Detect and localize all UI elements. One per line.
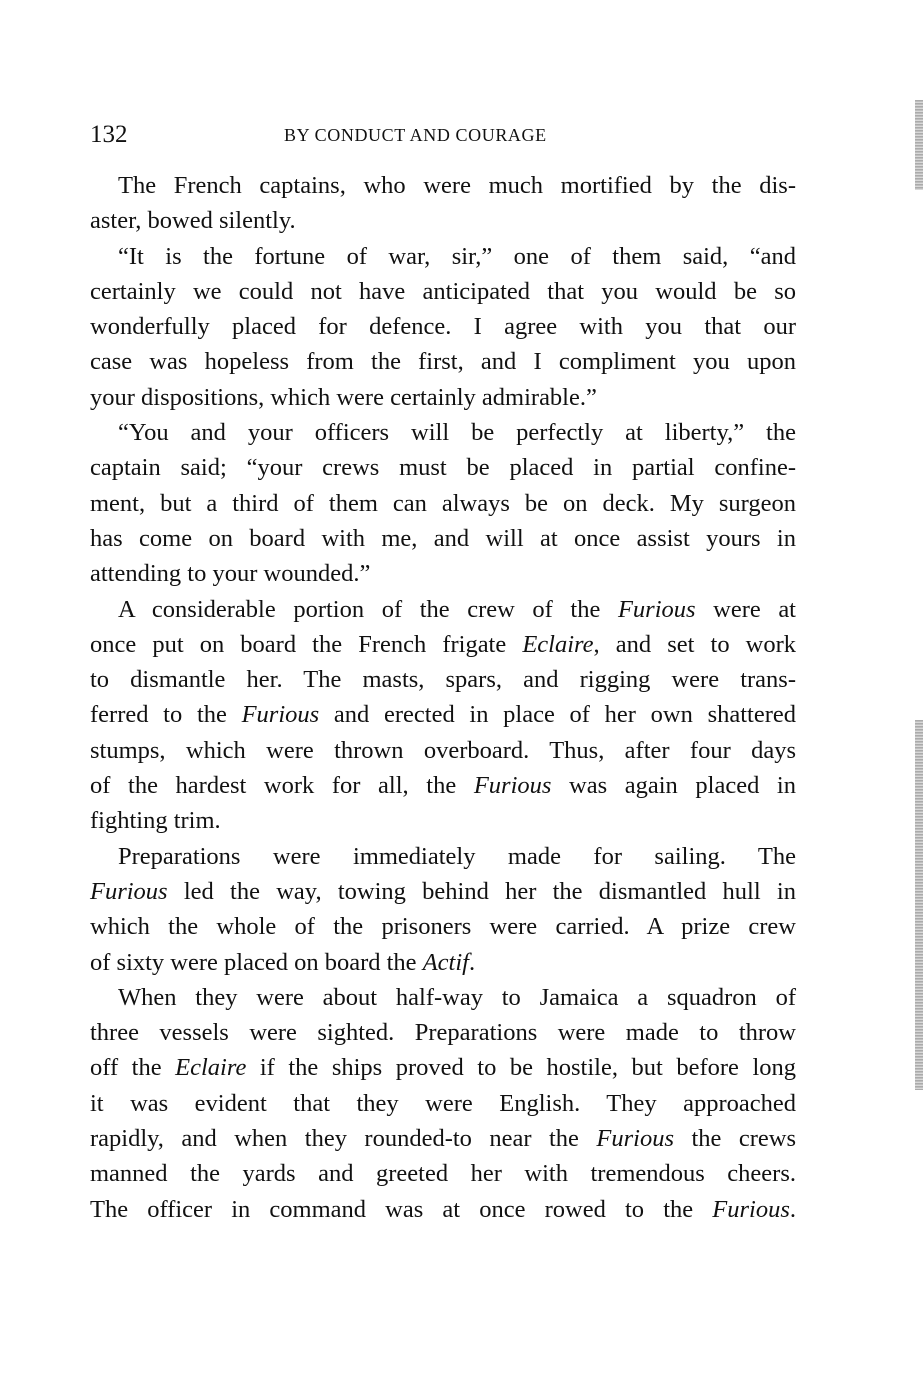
text-line: rapidly, and when they rounded-to near the Furious the crews: [90, 1125, 796, 1153]
text-line: fighting trim.: [90, 807, 221, 835]
text-line: has come on board with me, and will at once assist yours in: [90, 524, 796, 552]
text-line: once put on board the French frigate Eclaire, and set to work: [90, 630, 797, 658]
text-line: to dismantle her. The masts, spars, and rigging were trans-: [90, 666, 796, 694]
text-line: of the hardest work for all, the Furious was again placed in: [90, 772, 796, 800]
text-line: which the whole of the prisoners were carried. A prize crew: [90, 913, 796, 941]
body-text: [90, 168, 796, 1227]
text-line: case was hopeless from the first, and I compliment you upon: [90, 348, 796, 376]
text-line: ment, but a third of them can always be on deck. My surgeon: [90, 489, 796, 517]
text-line: wonderfully placed for defence. I agree with you that our: [90, 313, 796, 341]
text-line: Furious led the way, towing behind her the dismantled hull in: [90, 877, 796, 905]
scan-edge-mark: [915, 100, 923, 190]
text-line: ferred to the Furious and erected in place of her own shattered: [90, 701, 796, 729]
text-line: captain said; “your crews must be placed in partial confine-: [90, 454, 796, 482]
scan-edge-mark: [915, 720, 923, 1090]
text-line: attending to your wounded.”: [90, 560, 371, 588]
text-line: The French captains, who were much mortified by the dis-: [118, 172, 796, 199]
text-line: your dispositions, which were certainly admirable.”: [90, 383, 597, 411]
text-line: off the Eclaire if the ships proved to be hostile, but before long: [90, 1054, 796, 1082]
text-line: Preparations were immediately made for sailing. The: [118, 842, 796, 870]
page-header: [90, 118, 796, 152]
text-line: A considerable portion of the crew of the Furious were at: [118, 595, 796, 623]
running-head: BY CONDUCT AND COURAGE: [284, 125, 547, 145]
text-line: The officer in command was at once rowed to the Furious.: [90, 1195, 796, 1223]
text-line: “It is the fortune of war, sir,” one of them said, “and: [118, 242, 796, 270]
text-line: three vessels were sighted. Preparations were made to throw: [90, 1019, 796, 1047]
text-line: “You and your officers will be perfectly at liberty,” the: [118, 419, 796, 447]
page-number: 132: [90, 121, 128, 148]
text-line: certainly we could not have anticipated that you would be so: [90, 277, 796, 305]
text-line: When they were about half-way to Jamaica a squadron of: [118, 983, 796, 1011]
text-line: it was evident that they were English. They approached: [90, 1089, 796, 1117]
text-line: stumps, which were thrown overboard. Thus, after four days: [90, 736, 796, 764]
text-line: aster, bowed silently.: [90, 207, 296, 235]
text-line: of sixty were placed on board the Actif.: [90, 948, 476, 976]
text-line: manned the yards and greeted her with tremendous cheers.: [90, 1160, 796, 1188]
